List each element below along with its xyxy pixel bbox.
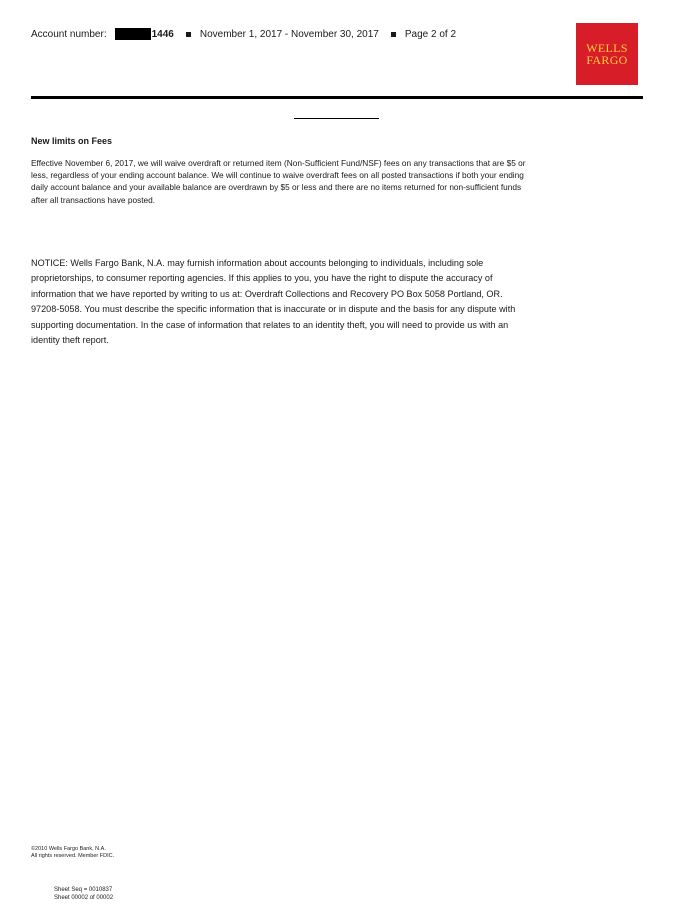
logo-line-2: FARGO (586, 53, 628, 67)
wells-fargo-logo (576, 23, 638, 85)
copyright-line: All rights reserved. Member FDIC. (31, 852, 115, 859)
notice-paragraph (31, 256, 601, 348)
notice-line: NOTICE: Wells Fargo Bank, N.A. may furnish information about accounts belonging to individuals, including sole (31, 258, 484, 268)
fees-line: daily account balance and your available balance are overdrawn by $5 or less and there are no items returned for non-sufficient funds (31, 182, 522, 193)
sheet-count: Sheet 00002 of 00002 (54, 895, 114, 901)
header-divider (31, 96, 643, 99)
copyright-line: ©2010 Wells Fargo Bank, N.A. (31, 846, 106, 852)
separator-bullet-icon (391, 32, 396, 37)
account-number-label: Account number: (31, 28, 107, 40)
notice-line: identity theft report. (31, 335, 109, 346)
fees-line: Effective November 6, 2017, we will waive overdraft or returned item (Non-Sufficient Fund/NSF) fees on any transactions that are $5 or (31, 158, 526, 168)
fees-heading: New limits on Fees (31, 136, 113, 146)
account-number-digits: 1446 (151, 28, 174, 40)
fees-paragraph (31, 157, 561, 206)
fees-line: less, regardless of your ending account balance. We will continue to waive overdraft fees on all posted transactions if both your ending (31, 170, 524, 181)
notice-line: supporting documentation. In the case of information that relates to an identity theft, you will need to provide us with an (31, 319, 509, 330)
section-divider (294, 118, 379, 119)
redacted-account-block (115, 28, 151, 40)
fees-line: after all transactions have posted. (31, 194, 156, 205)
notice-line: information that we have reported by writing to us at: Overdraft Collections and Recovery PO Box 5058 Portland, OR. (31, 288, 503, 299)
logo-line-1: WELLS (586, 41, 628, 55)
statement-period: November 1, 2017 - November 30, 2017 (199, 28, 379, 40)
notice-line: 97208-5058. You must describe the specific information that is inaccurate or in dispute and the basis for any dispute with (31, 304, 516, 315)
sheet-info (54, 886, 113, 902)
statement-header (31, 27, 456, 41)
sheet-seq: Sheet Seq = 0010837 (54, 887, 113, 893)
copyright-notice (31, 846, 114, 859)
separator-bullet-icon (186, 32, 191, 37)
page-indicator: Page 2 of 2 (404, 28, 457, 40)
notice-line: proprietorships, to consumer reporting agencies. If this applies to you, you have the right to dispute the accuracy of (31, 273, 493, 284)
